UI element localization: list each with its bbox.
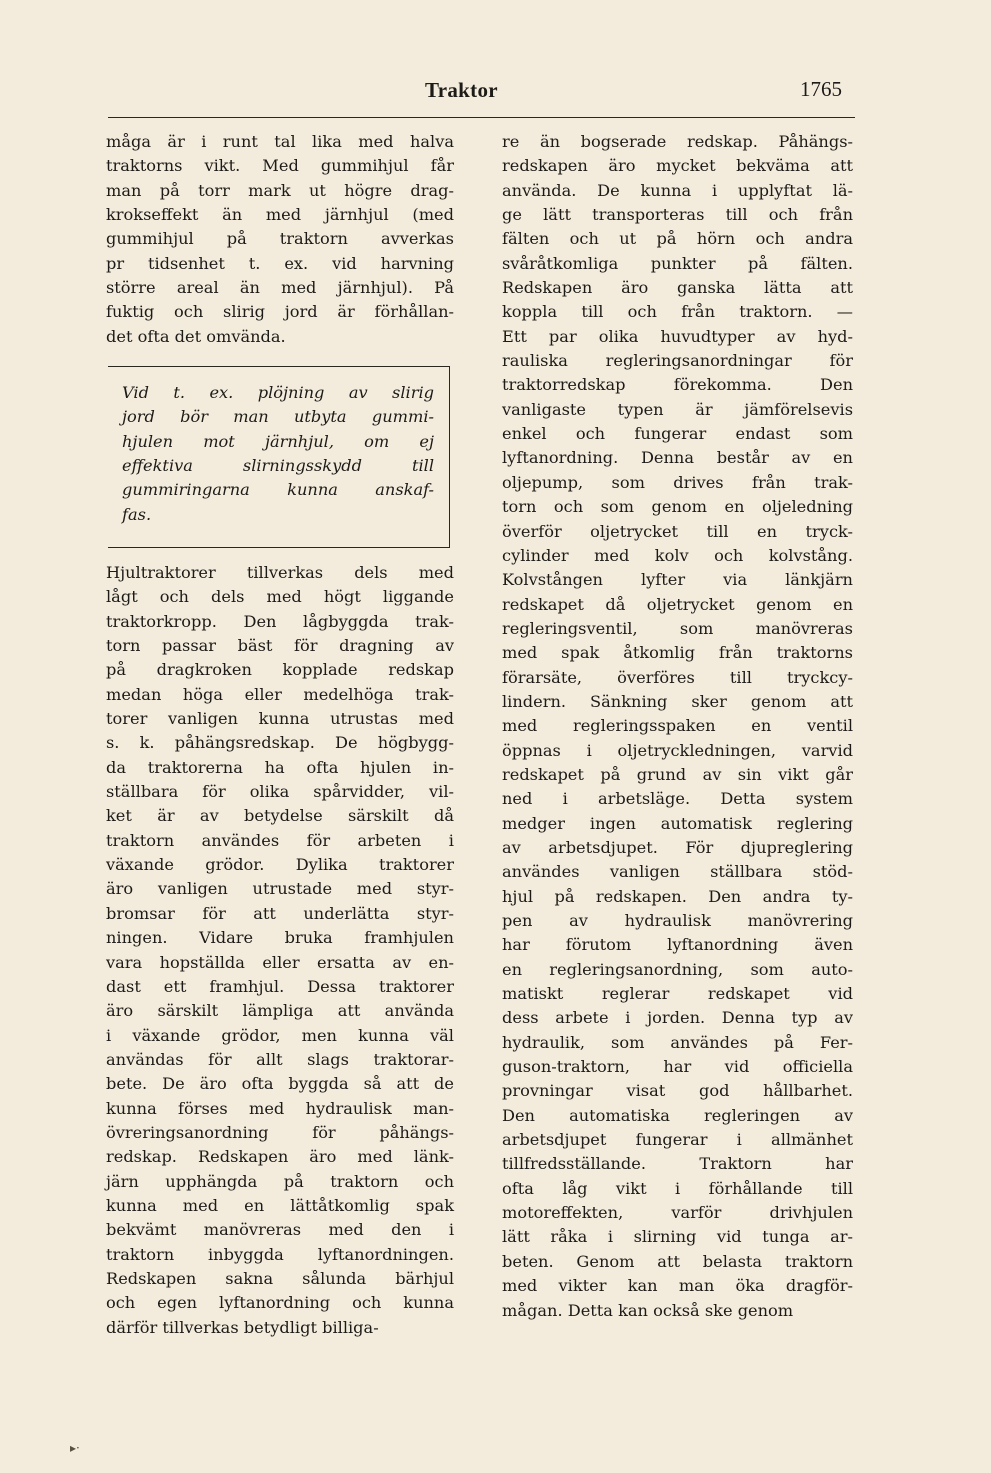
text-line: tillfredsställande. Traktorn har bbox=[502, 1154, 853, 1174]
text-line: ge lätt transporteras till och från bbox=[502, 205, 853, 225]
left-column-top bbox=[106, 130, 454, 349]
text-line: rauliska regleringsanordningar för bbox=[502, 351, 853, 371]
text-line: beten. Genom att belasta traktorn bbox=[502, 1251, 853, 1271]
text-line: guson-traktorn, har vid officiella bbox=[502, 1057, 853, 1077]
text-line: överför oljetrycket till en tryck- bbox=[502, 521, 853, 541]
text-line: använda. De kunna i upplyftat lä- bbox=[502, 180, 853, 200]
print-mark: ▸· bbox=[70, 1441, 80, 1455]
text-line: torer vanligen kunna utrustas med bbox=[106, 709, 454, 729]
text-line: gummiringarna kunna anskaf- bbox=[122, 480, 434, 500]
text-line: och egen lyftanordning och kunna bbox=[106, 1293, 454, 1313]
text-line: redskap. Redskapen äro med länk- bbox=[106, 1147, 454, 1167]
text-line: traktorns vikt. Med gummihjul får bbox=[106, 156, 454, 176]
text-line: en regleringsanordning, som auto- bbox=[502, 959, 853, 979]
text-line: vara hopställda eller ersatta av en- bbox=[106, 952, 454, 972]
text-line: förarsäte, överföres till tryckcy- bbox=[502, 667, 853, 687]
text-line: ofta låg vikt i förhållande till bbox=[502, 1178, 853, 1198]
text-line: svåråtkomliga punkter på fälten. bbox=[502, 253, 853, 273]
text-line: det ofta det omvända. bbox=[106, 326, 286, 346]
text-line: bekvämt manövreras med den i bbox=[106, 1220, 454, 1240]
text-line: arbetsdjupet fungerar i allmänhet bbox=[502, 1130, 853, 1150]
page-number: 1765 bbox=[800, 77, 842, 101]
text-line: äro vanligen utrustade med styr- bbox=[106, 879, 454, 899]
text-line: bete. De äro ofta byggda så att de bbox=[106, 1074, 454, 1094]
text-line: med regleringsspaken en ventil bbox=[502, 716, 853, 736]
text-line: med spak åtkomlig från traktorns bbox=[502, 643, 853, 663]
text-line: traktorkropp. Den lågbyggda trak- bbox=[106, 611, 454, 631]
text-line: redskapet då oljetrycket genom en bbox=[502, 594, 853, 614]
text-line: i växande grödor, men kunna väl bbox=[106, 1025, 454, 1045]
text-line: enkel och fungerar endast som bbox=[502, 424, 853, 444]
text-line: man på torr mark ut högre drag- bbox=[106, 180, 454, 200]
text-line: traktorredskap förekomma. Den bbox=[502, 375, 853, 395]
text-line: användas för allt slags traktorar- bbox=[106, 1049, 454, 1069]
text-line: måga är i runt tal lika med halva bbox=[106, 132, 454, 151]
text-line: Redskapen äro ganska lätta att bbox=[502, 278, 853, 298]
text-line: medger ingen automatisk reglering bbox=[502, 813, 853, 833]
text-line: med vikter kan man öka dragför- bbox=[502, 1276, 853, 1296]
text-line: hydraulik, som användes på Fer- bbox=[502, 1032, 853, 1052]
text-line: oljepump, som drives från trak- bbox=[502, 472, 853, 492]
text-line: pr tidsenhet t. ex. vid harvning bbox=[106, 253, 454, 273]
text-line: lätt råka i slirning vid tunga ar- bbox=[502, 1227, 853, 1247]
text-line: större areal än med järnhjul). På bbox=[106, 278, 454, 298]
text-line: redskapet på grund av sin vikt går bbox=[502, 764, 853, 784]
header-rule bbox=[108, 117, 855, 118]
text-line: användes vanligen ställbara stöd- bbox=[502, 862, 853, 882]
sidebar-note-box bbox=[108, 366, 450, 548]
text-line: Redskapen sakna sålunda bärhjul bbox=[106, 1268, 454, 1288]
text-line: pen av hydraulisk manövrering bbox=[502, 911, 853, 930]
text-line: lyftanordning. Denna består av en bbox=[502, 448, 853, 468]
text-line: medan höga eller medelhöga trak- bbox=[106, 684, 454, 704]
text-line: jord bör man utbyta gummi- bbox=[122, 407, 434, 427]
text-line: traktorn användes för arbeten i bbox=[106, 830, 454, 850]
text-line: ned i arbetsläge. Detta system bbox=[502, 789, 853, 809]
text-line: övreringsanordning för påhängs- bbox=[106, 1122, 454, 1142]
text-line: bromsar för att underlätta styr- bbox=[106, 903, 454, 923]
text-line: regleringsventil, som manövreras bbox=[502, 618, 853, 638]
text-line: på dragkroken kopplade redskap bbox=[106, 660, 454, 680]
text-line: koppla till och från traktorn. — bbox=[502, 302, 853, 322]
text-line: hjulen mot järnhjul, om ej bbox=[122, 431, 434, 451]
text-line: av arbetsdjupet. För djupreglering bbox=[502, 837, 853, 857]
right-column bbox=[502, 130, 853, 1323]
text-line: Kolvstången lyfter via länkjärn bbox=[502, 570, 853, 590]
text-line: Den automatiska regleringen av bbox=[502, 1105, 853, 1125]
text-line: traktorn inbyggda lyftanordningen. bbox=[106, 1244, 454, 1264]
text-line: vanligaste typen är jämförelsevis bbox=[502, 399, 853, 419]
text-line: da traktorerna ha ofta hjulen in- bbox=[106, 757, 454, 777]
text-line: lindern. Sänkning sker genom att bbox=[502, 691, 853, 711]
text-line: fuktig och slirig jord är förhållan- bbox=[106, 302, 454, 322]
text-line: ningen. Vidare bruka framhjulen bbox=[106, 928, 454, 948]
text-line: har förutom lyftanordning även bbox=[502, 935, 853, 955]
text-line: lågt och dels med högt liggande bbox=[106, 587, 454, 607]
text-line: fälten och ut på hörn och andra bbox=[502, 229, 853, 249]
text-line: s. k. påhängsredskap. De högbygg- bbox=[106, 733, 454, 753]
text-line: provningar visat god hållbarhet. bbox=[502, 1081, 853, 1101]
text-line: äro särskilt lämpliga att använda bbox=[106, 1001, 454, 1021]
text-line: krokseffekt än med järnhjul (med bbox=[106, 205, 454, 225]
text-line: torn passar bäst för dragning av bbox=[106, 636, 454, 656]
text-line: kunna förses med hydraulisk man- bbox=[106, 1098, 454, 1118]
text-line: re än bogserade redskap. Påhängs- bbox=[502, 132, 853, 151]
text-line: kunna med en lättåtkomlig spak bbox=[106, 1195, 454, 1215]
text-line: Hjultraktorer tillverkas dels med bbox=[106, 563, 454, 582]
text-line: redskapen äro mycket bekväma att bbox=[502, 156, 853, 176]
text-line: dast ett framhjul. Dessa traktorer bbox=[106, 976, 454, 996]
text-line: effektiva slirningsskydd till bbox=[122, 456, 434, 476]
text-line: cylinder med kolv och kolvstång. bbox=[502, 545, 853, 565]
sidebar-note-text bbox=[122, 381, 434, 527]
text-line: växande grödor. Dylika traktorer bbox=[106, 855, 454, 875]
text-line: därför tillverkas betydligt billiga- bbox=[106, 1317, 379, 1337]
text-line: mågan. Detta kan också ske genom bbox=[502, 1300, 794, 1320]
left-column-bottom bbox=[106, 561, 454, 1340]
text-line: Ett par olika huvudtyper av hyd- bbox=[502, 326, 853, 346]
text-line: hjul på redskapen. Den andra ty- bbox=[502, 886, 853, 906]
text-line: järn upphängda på traktorn och bbox=[106, 1171, 454, 1191]
running-header-title: Traktor bbox=[425, 78, 498, 102]
text-line: fas. bbox=[122, 504, 152, 524]
text-line: gummihjul på traktorn avverkas bbox=[106, 229, 454, 249]
text-line: ställbara för olika spårvidder, vil- bbox=[106, 782, 454, 802]
text-line: torn och som genom en oljeledning bbox=[502, 497, 853, 517]
text-line: matiskt reglerar redskapet vid bbox=[502, 984, 853, 1004]
text-line: Vid t. ex. plöjning av slirig bbox=[122, 383, 434, 402]
text-line: dess arbete i jorden. Denna typ av bbox=[502, 1008, 853, 1028]
text-line: motoreffekten, varför drivhjulen bbox=[502, 1203, 853, 1223]
text-line: öppnas i oljetryckledningen, varvid bbox=[502, 740, 853, 760]
text-line: ket är av betydelse särskilt då bbox=[106, 806, 454, 826]
